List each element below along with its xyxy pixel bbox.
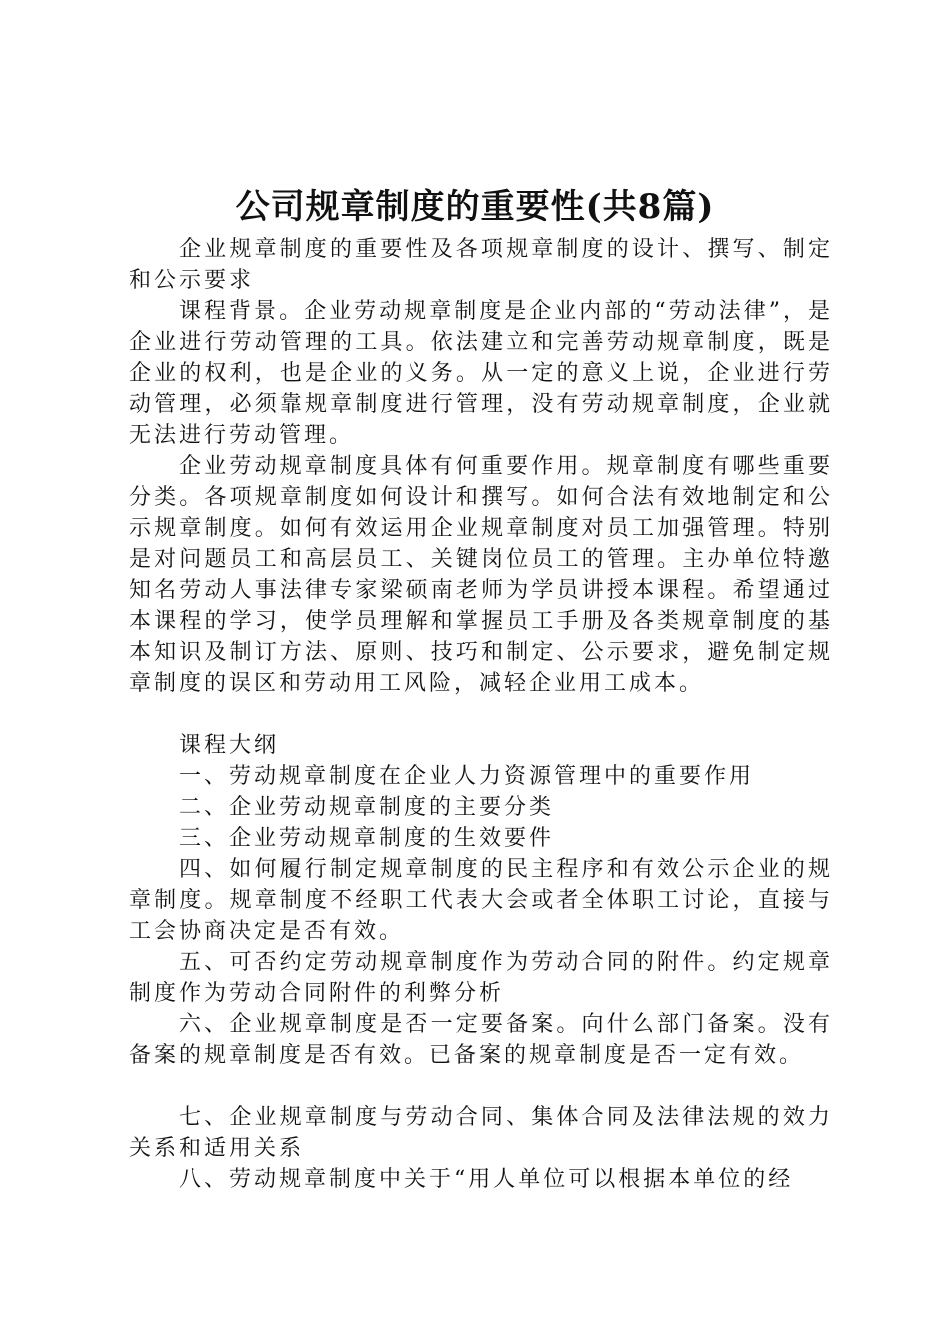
outline-item-4: 四、如何履行制定规章制度的民主程序和有效公示企业的规章制度。规章制度不经职工代表大会或者全体职工讨论，直接与工会协商决定是否有效。 (129, 857, 833, 944)
paragraph-intro: 企业规章制度的重要性及各项规章制度的设计、撰写、制定和公示要求 (129, 237, 833, 293)
document-title: 公司规章制度的重要性(共8篇) (235, 187, 715, 227)
outline-item-5: 五、可否约定劳动规章制度作为劳动合同的附件。约定规章制度作为劳动合同附件的利弊分析 (129, 950, 833, 1006)
paragraph-background: 课程背景。企业劳动规章制度是企业内部的“劳动法律”，是企业进行劳动管理的工具。依法建立和完善劳动规章制度，既是企业的权利，也是企业的义务。从一定的意义上说，企业进行劳动管理，必须靠规章制度进行管理，没有劳动规章制度，企业就无法进行劳动管理。 (129, 299, 833, 448)
outline-item-7: 七、企业规章制度与劳动合同、集体合同及法律法规的效力关系和适用关系 (129, 1105, 833, 1161)
outline-item-3: 三、企业劳动规章制度的生效要件 (179, 826, 555, 851)
outline-heading: 课程大纲 (179, 733, 280, 758)
outline-item-6: 六、企业规章制度是否一定要备案。向什么部门备案。没有备案的规章制度是否有效。已备案的规章制度是否一定有效。 (129, 1012, 833, 1068)
outline-item-1: 一、劳动规章制度在企业人力资源管理中的重要作用 (179, 764, 755, 789)
document-body (129, 234, 833, 1195)
paragraph-importance: 企业劳动规章制度具体有何重要作用。规章制度有哪些重要分类。各项规章制度如何设计和撰写。如何合法有效地制定和公示规章制度。如何有效运用企业规章制度对员工加强管理。特别是对问题员工和高层员工、关键岗位员工的管理。主办单位特邀知名劳动人事法律专家梁硕南老师为学员讲授本课程。希望通过本课程的学习，使学员理解和掌握员工手册及各类规章制度的基本知识及制订方法、原则、技巧和制定、公示要求，避免制定规章制度的误区和劳动用工风险，减轻企业用工成本。 (129, 454, 833, 696)
outline-item-8: 八、劳动规章制度中关于“用人单位可以根据本单位的经 (179, 1167, 794, 1192)
outline-item-2: 二、企业劳动规章制度的主要分类 (179, 795, 555, 820)
